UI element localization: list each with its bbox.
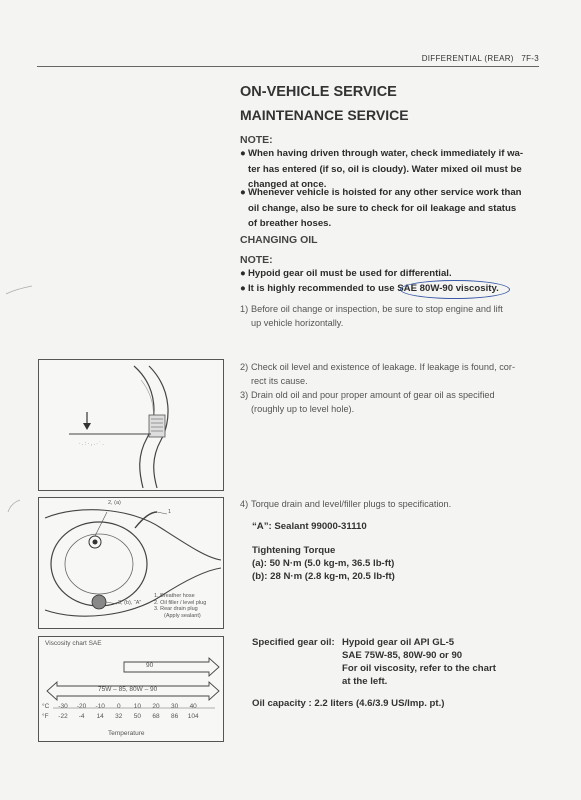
oil-capacity: Oil capacity : 2.2 liters (4.6/3.9 US/Imp. pt.) (252, 698, 445, 709)
oil-level-illustration (39, 360, 223, 490)
bullet-dot: ● (240, 268, 246, 279)
header-page-number: 7F-3 (521, 54, 539, 63)
gear-oil-line4: at the left. (342, 676, 388, 687)
torque-label: Tightening Torque (252, 545, 336, 556)
header-rule (37, 66, 539, 67)
margin-mark-icon (4, 496, 24, 516)
step-1-line1: Before oil change or inspection, be sure to stop engine and lift (251, 304, 503, 314)
note1-bullet2-line1: Whenever vehicle is hoisted for any other service work than (248, 187, 522, 198)
celsius-tick-label: 0 (116, 703, 121, 710)
bullet-dot: ● (240, 187, 246, 198)
note1-bullet2-line3: of breather hoses. (248, 218, 332, 229)
note2-bullet2-text: It is highly recommended to use (248, 283, 398, 294)
note2-bullet1 (240, 266, 540, 282)
step-4-number: 4) (240, 499, 249, 509)
note2-label: NOTE: (240, 254, 273, 266)
step-1-number: 1) (240, 304, 249, 314)
celsius-tick-label: -30 (58, 703, 68, 710)
note1-bullet1-line1: When having driven through water, check immediately if wa- (248, 148, 524, 159)
gear-oil-line3: For oil viscosity, refer to the chart (342, 663, 496, 674)
fahrenheit-tick-label: 68 (152, 713, 160, 720)
highlighted-viscosity: SAE 80W-90 viscosity. (397, 283, 499, 294)
step-1 (240, 302, 540, 330)
fahrenheit-tick-label: 86 (170, 713, 179, 720)
legend-item-3: 3. Rear drain plug (154, 606, 198, 612)
bar-label-90: 90 (146, 662, 154, 669)
legend-item-2: 2. Oil filler / level plug (154, 599, 207, 606)
gear-oil-line2: SAE 75W-85, 80W-90 or 90 (342, 650, 463, 661)
fahrenheit-tick-label: 32 (115, 713, 123, 720)
fahrenheit-tick-label: 14 (96, 713, 104, 720)
changing-oil-heading: CHANGING OIL (240, 234, 318, 246)
page-title: ON-VEHICLE SERVICE (240, 84, 397, 100)
chart-title: Viscosity chart SAE (45, 640, 102, 647)
step-3-number: 3) (240, 390, 249, 400)
fahrenheit-unit: °F (42, 713, 49, 720)
handdrawn-circle (400, 280, 510, 299)
note2-bullet1-text: Hypoid gear oil must be used for differential. (248, 268, 452, 279)
step-2-line2: rect its cause. (251, 376, 308, 386)
step-2-line1: Check oil level and existence of leakage. If leakage is found, cor- (251, 362, 516, 372)
bullet-dot: ● (240, 148, 246, 159)
fahrenheit-tick-label: -22 (58, 713, 68, 720)
fahrenheit-tick-label: 50 (133, 713, 141, 720)
gear-oil-line1: Hypoid gear oil API GL-5 (342, 637, 455, 648)
fahrenheit-tick-label: 104 (187, 713, 199, 720)
celsius-tick-label: 40 (189, 703, 197, 710)
margin-mark-icon (4, 280, 34, 300)
step-3 (240, 388, 540, 416)
torque-a: (a): 50 N·m (5.0 kg-m, 36.5 lb-ft) (252, 558, 395, 569)
figure-legend (154, 593, 206, 619)
bullet-dot: ● (240, 283, 246, 294)
celsius-tick-label: 20 (152, 703, 160, 710)
step-4-line1: Torque drain and level/filler plugs to specification. (251, 499, 452, 509)
note1-bullet1-line2: ter has entered (if so, oil is cloudy). Water mixed oil must be (248, 163, 522, 175)
note1-bullet2-line2: oil change, also be sure to check for oil leakage and status (248, 202, 517, 214)
callout-breather-hose: 1 (168, 509, 172, 515)
celsius-unit: °C (42, 703, 50, 710)
note1-bullet2 (240, 185, 540, 232)
header-section: DIFFERENTIAL (REAR) (421, 54, 514, 63)
fahrenheit-tick-label: -4 (78, 713, 85, 720)
svg-text:· . : · , . · ˙ .: · . : · , . · ˙ . (79, 441, 104, 447)
legend-item-3-note: (Apply sealant) (164, 612, 201, 619)
torque-b: (b): 28 N·m (2.8 kg-m, 20.5 lb-ft) (252, 571, 395, 582)
step-2 (240, 360, 540, 388)
figure-oil-level (38, 359, 224, 491)
celsius-tick-label: -10 (95, 703, 105, 710)
step-3-line1: Drain old oil and pour proper amount of gear oil as specified (251, 390, 495, 400)
legend-item-1: 1. Breather hose (154, 593, 195, 599)
page-header (422, 54, 539, 63)
bar-label-multigrade: 75W – 85, 80W – 90 (98, 686, 158, 693)
gear-oil-label: Specified gear oil: (252, 637, 335, 648)
celsius-tick-label: -20 (76, 703, 87, 710)
step-1-line2: up vehicle horizontally. (251, 318, 344, 328)
celsius-tick-label: 30 (170, 703, 179, 710)
section-title: MAINTENANCE SERVICE (240, 107, 409, 123)
chart-xlabel: Temperature (108, 730, 145, 737)
step-2-number: 2) (240, 362, 249, 372)
celsius-tick-label: 10 (133, 703, 141, 710)
note1-label: NOTE: (240, 134, 273, 146)
step-3-line2: (roughly up to level hole). (251, 404, 355, 414)
sealant-spec: “A”: Sealant 99000-31110 (252, 521, 367, 532)
note1-bullet1-line3: changed at once. (248, 179, 327, 190)
callout-drain-plug: 3, (b), “A” (118, 600, 142, 606)
callout-filler-plug: 2, (a) (108, 500, 121, 506)
step-4 (240, 497, 540, 511)
